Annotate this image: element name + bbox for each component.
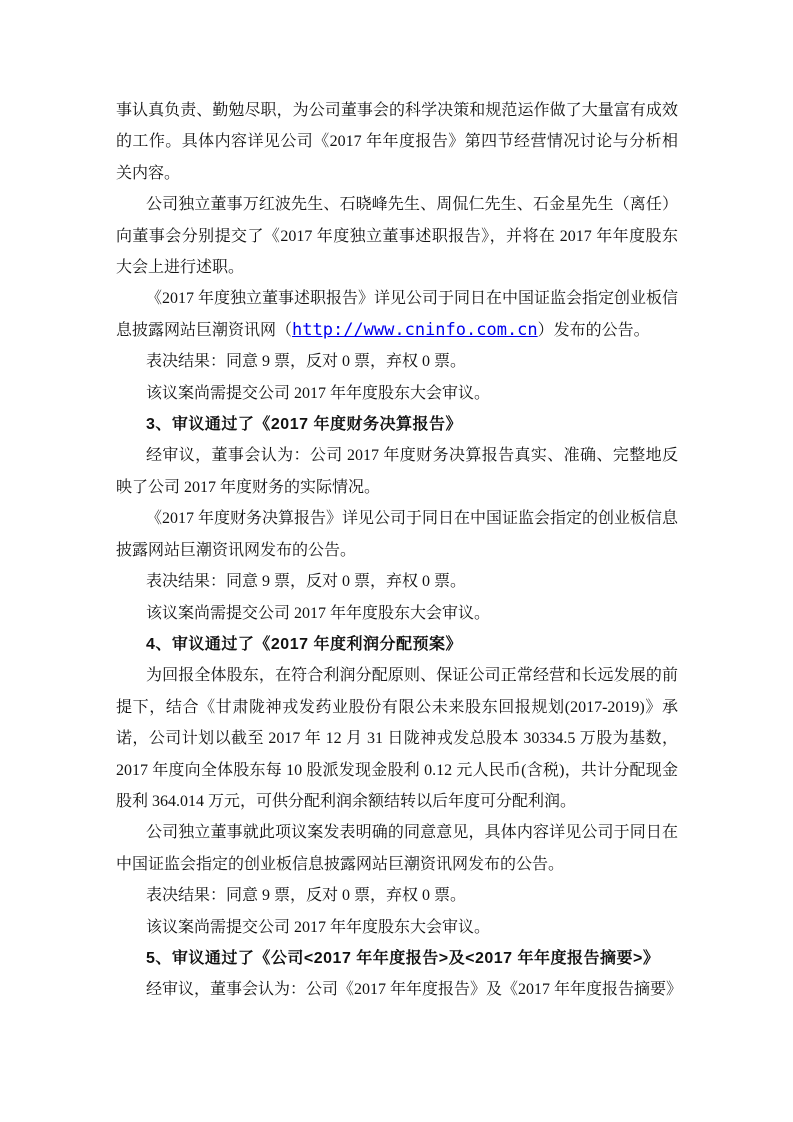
page-content [116,95,683,1006]
submit-to-agm-item-3: 该议案尚需提交公司 2017 年年度股东大会审议。 [146,604,491,622]
paragraph-disclosure-website [116,283,678,346]
paragraph-independent-directors-opinion: 公司独立董事就此项议案发表明确的同意意见，具体内容详见公司于同日在中国证监会指定的创业板信息披露网站巨潮资讯网发布的公告。 [116,824,678,873]
paragraph-independent-directors-reports: 公司独立董事万红波先生、石晓峰先生、周侃仁先生、石金星先生（离任）向董事会分别提交了《2017 年度独立董事述职报告》，并将在 2017 年年度股东大会上进行述职。 [116,196,678,277]
vote-result-item-3: 表决结果：同意 9 票，反对 0 票，弃权 0 票。 [146,573,467,591]
section-heading-item-5: 5、审议通过了《公司<2017 年年度报告>及<2017 年年度报告摘要>》 [146,949,660,967]
vote-result-item-4: 表决结果：同意 9 票，反对 0 票，弃权 0 票。 [146,887,467,905]
vote-result-item-2: 表决结果：同意 9 票，反对 0 票，弃权 0 票。 [146,353,467,371]
section-heading-item-3: 3、审议通过了《2017 年度财务决算报告》 [146,416,462,434]
paragraph-profit-distribution-plan: 为回报全体股东，在符合利润分配原则、保证公司正常经营和长远发展的前提下，结合《甘肃陇神戎发药业股份有限公未来股东回报规划(2017-2019)》承诺，公司计划以截至 2017 年 12 月 31 日陇神戎发总股本 30334.5 万股为基数，2017 年度向全体股东每 10 股派发现金股利 0.12 元人民币(含税)，共计分配现金股利 364.014 万元，可供分配利润余额结转以后年度可分配利润。 [116,667,678,810]
paragraph-financial-report-opinion: 经审议，董事会认为：公司 2017 年度财务决算报告真实、准确、完整地反映了公司 2017 年度财务的实际情况。 [116,447,678,496]
submit-to-agm-item-4: 该议案尚需提交公司 2017 年年度股东大会审议。 [146,918,491,936]
submit-to-agm-item-2: 该议案尚需提交公司 2017 年年度股东大会审议。 [146,384,491,402]
cninfo-url-link[interactable]: http://www.cninfo.com.cn [292,319,538,340]
disclosure-text-before-link: 《2017 年度独立董事述职报告》详见公司于同日在中国证监会指定创业板信息披露网站巨潮资讯网（ [116,290,679,339]
paragraph-annual-report-opinion: 经审议，董事会认为：公司《2017 年年度报告》及《2017 年年度报告摘要》 [146,981,683,999]
paragraph-financial-report-disclosure: 《2017 年度财务决算报告》详见公司于同日在中国证监会指定的创业板信息披露网站巨潮资讯网发布的公告。 [116,510,679,559]
section-heading-item-4: 4、审议通过了《2017 年度利润分配预案》 [146,635,462,653]
disclosure-text-after-link: ）发布的公告。 [537,321,650,339]
paragraph-directors-duty-continuation: 事认真负责、勤勉尽职，为公司董事会的科学决策和规范运作做了大量富有成效的工作。具体内容详见公司《2017 年年度报告》第四节经营情况讨论与分析相关内容。 [116,102,678,182]
